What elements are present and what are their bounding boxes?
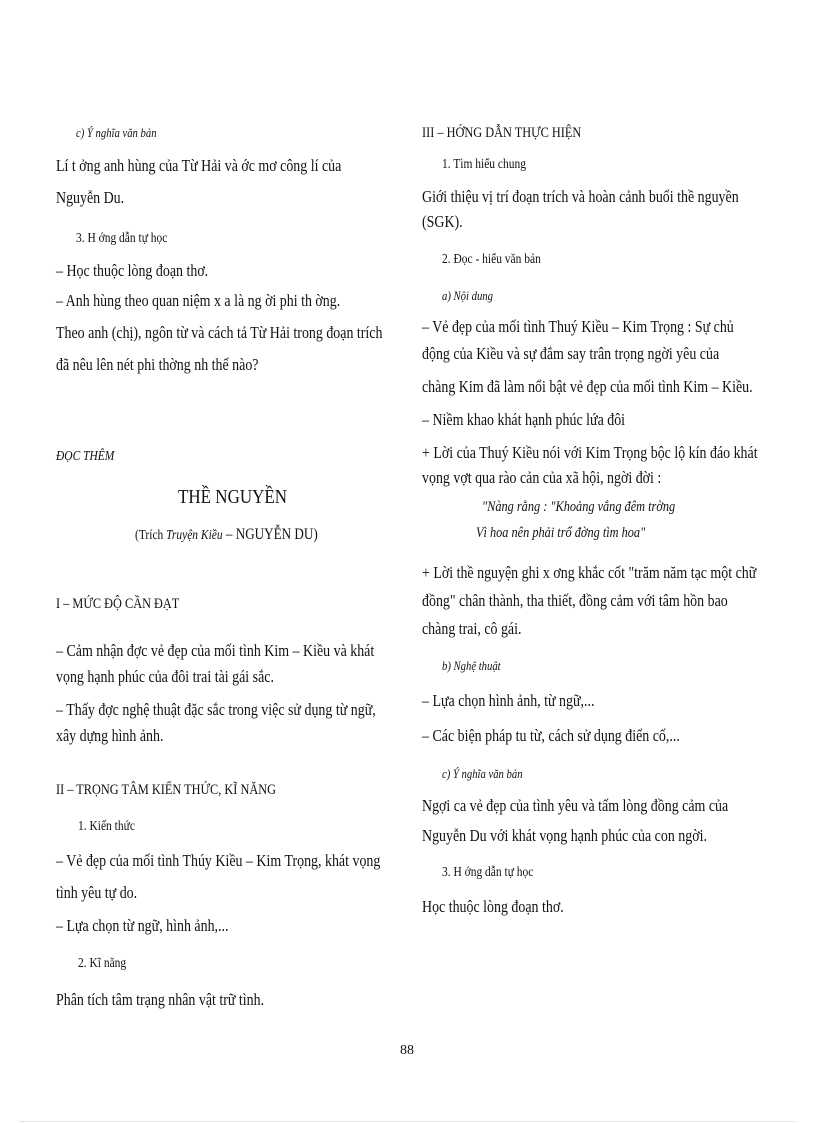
noi-dung-item-2: động của Kiều và sự đắm say trân trọng ngời yêu của — [422, 344, 720, 363]
the-nguyen-item-3: chàng trai, cô gái. — [422, 619, 522, 638]
y-nghia-right-line-1: Ngợi ca vẻ đẹp của tình yêu và tấm lòng đồng cảm của — [422, 796, 729, 815]
huong-dan-item-1: – Học thuộc lòng đoạn thơ. — [56, 261, 209, 280]
tim-hieu-heading: 1. Tìm hiểu chung — [442, 157, 526, 172]
huong-dan-heading: 3. H ớng dẫn tự học — [76, 231, 168, 246]
doc-hieu-heading: 2. Đọc - hiểu văn bản — [442, 252, 541, 267]
section-3-heading: III – HỚNG DẪN THỰC HIỆN — [422, 125, 582, 141]
noi-dung-item-3: chàng Kim đã làm nổi bật vẻ đẹp của mối tình Kim – Kiều. — [422, 377, 753, 396]
kien-thuc-item-1: – Vẻ đẹp của mối tình Thúy Kiều – Kim Trọng, khát vọng — [56, 851, 381, 870]
y-nghia-heading: c) Ý nghĩa văn bản — [76, 125, 157, 140]
section-2-heading: II – TRỌNG TÂM KIẾN THỨC, KĨ NĂNG — [56, 782, 277, 798]
huong-dan-text-right: Học thuộc lòng đoạn thơ. — [422, 897, 564, 916]
y-nghia-line-1: Lí t ởng anh hùng của Từ Hải và ớc mơ công lí của — [56, 156, 342, 175]
noi-dung-heading: a) Nội dung — [442, 288, 493, 303]
nghe-thuat-item-2: – Các biện pháp tu từ, cách sử dụng điển cố,... — [422, 726, 680, 745]
y-nghia-right-line-2: Nguyễn Du với khát vọng hạnh phúc của con ngời. — [422, 826, 707, 845]
huong-dan-item-2: – Anh hùng theo quan niệm x a là ng ời phi th ờng. — [56, 291, 341, 310]
nghe-thuat-item-1: – Lựa chọn hình ảnh, từ ngữ,... — [422, 691, 595, 710]
huong-dan-heading-right: 3. H ớng dẫn tự học — [442, 865, 534, 880]
the-nguyen-item-2: đồng" chân thành, tha thiết, đồng cảm với tâm hồn bao — [422, 591, 728, 610]
y-nghia-heading-right: c) Ý nghĩa văn bản — [442, 766, 523, 781]
huong-dan-item-3: Theo anh (chị), ngôn từ và cách tả Từ Hải trong đoạn trích — [56, 323, 383, 342]
kien-thuc-item-3: – Lựa chọn từ ngữ, hình ảnh,... — [56, 916, 229, 935]
noi-dung-item-1: – Vẻ đẹp của mối tình Thuý Kiều – Kim Trọng : Sự chủ — [422, 317, 734, 336]
ki-nang-text: Phân tích tâm trạng nhân vật trữ tình. — [56, 990, 265, 1009]
noi-dung-item-4: – Niềm khao khát hạnh phúc lứa đôi — [422, 410, 626, 429]
the-nguyen-item-1: + Lời thề nguyện ghi x ơng khắc cốt "trăm năm tạc một chữ — [422, 563, 757, 582]
section-1-item-4: xây dựng hình ảnh. — [56, 726, 164, 745]
quote-line-2: Vì hoa nên phải trổ đờng tìm hoa" — [476, 525, 646, 541]
poem-title: THỀ NGUYỀN — [178, 486, 288, 508]
page-number: 88 — [400, 1043, 414, 1058]
poem-subtitle: (Trích Truyện Kiều – NGUYỄN DU) — [135, 526, 318, 543]
y-nghia-line-2: Nguyễn Du. — [56, 188, 125, 207]
tim-hieu-line-1: Giới thiệu vị trí đoạn trích và hoàn cảnh buổi thề nguyền — [422, 187, 739, 206]
section-1-heading: I – MỨC ĐỘ CẦN ĐẠT — [56, 596, 180, 612]
nghe-thuat-heading: b) Nghệ thuật — [442, 658, 501, 673]
section-1-item-3: – Thấy đợc nghệ thuật đặc sắc trong việc sử dụng từ ngữ, — [56, 700, 376, 719]
section-1-item-1: – Cảm nhận đợc vẻ đẹp của mối tình Kim – Kiều và khát — [56, 641, 375, 660]
noi-dung-item-6: vọng vợt qua rào cản của xã hội, ngời đời : — [422, 468, 662, 487]
kien-thuc-heading: 1. Kiến thức — [78, 819, 135, 834]
noi-dung-item-5: + Lời của Thuý Kiều nói với Kim Trọng bộc lộ kín đáo khát — [422, 443, 758, 462]
tim-hieu-line-2: (SGK). — [422, 212, 463, 231]
ki-nang-heading: 2. Kĩ năng — [78, 956, 127, 971]
quote-line-1: "Nàng rằng : "Khoảng vắng đêm trờng — [482, 499, 676, 515]
footer-rule — [20, 1121, 796, 1122]
huong-dan-item-4: đã nêu lên nét phi thờng nh thế nào? — [56, 355, 259, 374]
doc-them-label: ĐỌC THÊM — [56, 449, 115, 464]
section-1-item-2: vọng hạnh phúc của đôi trai tài gái sắc. — [56, 667, 274, 686]
kien-thuc-item-2: tình yêu tự do. — [56, 883, 138, 902]
